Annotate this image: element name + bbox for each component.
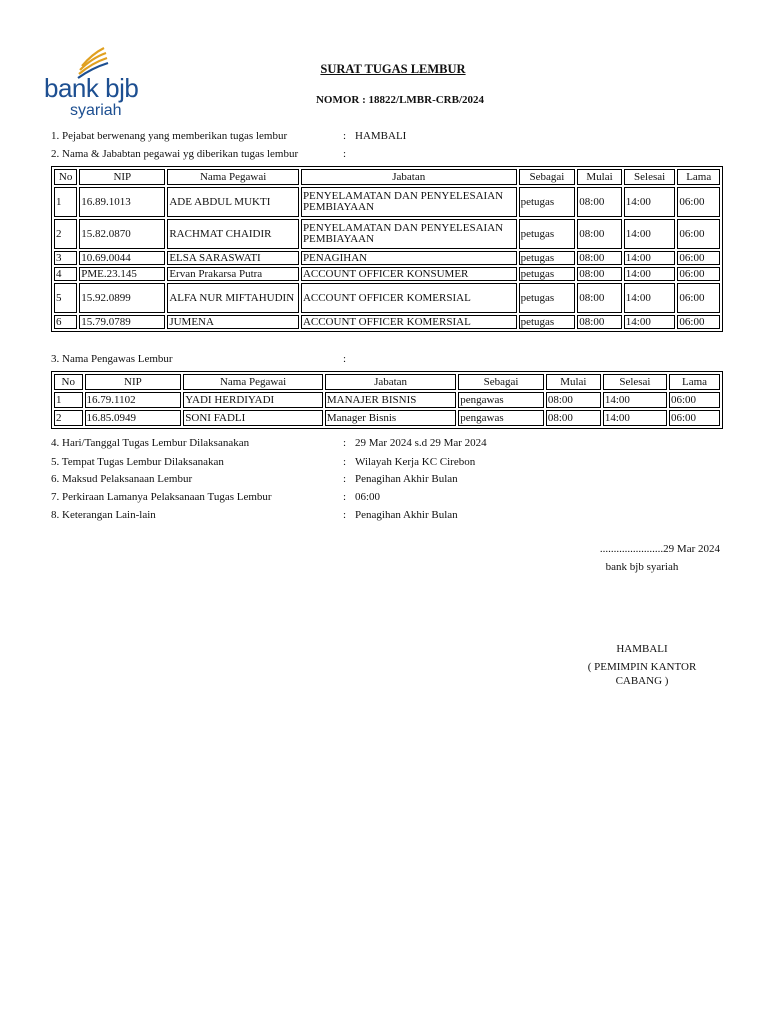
field-8-colon: : bbox=[343, 509, 347, 521]
cell-no: 4 bbox=[54, 267, 77, 281]
cell-lama: 06:00 bbox=[677, 219, 720, 249]
cell-nama: ELSA SARASWATI bbox=[167, 251, 299, 265]
cell-nama: Ervan Prakarsa Putra bbox=[167, 267, 299, 281]
cell-mulai: 08:00 bbox=[577, 187, 622, 217]
field-1-label: 1. Pejabat berwenang yang memberikan tugas lembur bbox=[51, 130, 288, 142]
table-row bbox=[54, 251, 720, 265]
cell-no: 5 bbox=[54, 283, 77, 313]
cell-jabatan: ACCOUNT OFFICER KOMERSIAL bbox=[301, 283, 517, 313]
field-3-colon: : bbox=[343, 353, 347, 365]
cell-jabatan: ACCOUNT OFFICER KONSUMER bbox=[301, 267, 517, 281]
cell-no: 1 bbox=[54, 187, 77, 217]
field-2-colon: : bbox=[343, 148, 347, 160]
column-header-nama: Nama Pegawai bbox=[183, 374, 323, 390]
document-number: NOMOR : 18822/LMBR-CRB/2024 bbox=[315, 94, 485, 106]
field-7-colon: : bbox=[343, 491, 347, 503]
cell-mulai: 08:00 bbox=[577, 283, 622, 313]
table-row bbox=[54, 410, 720, 426]
cell-mulai: 08:00 bbox=[546, 410, 601, 426]
pengawas-table bbox=[51, 371, 723, 429]
column-header-selesai: Selesai bbox=[624, 169, 676, 185]
column-header-no: No bbox=[54, 374, 83, 390]
field-4-label: 4. Hari/Tanggal Tugas Lembur Dilaksanakan bbox=[51, 437, 250, 449]
cell-nip: PME.23.145 bbox=[79, 267, 165, 281]
cell-no: 1 bbox=[54, 392, 83, 408]
field-5-label: 5. Tempat Tugas Lembur Dilaksanakan bbox=[51, 456, 224, 468]
cell-no: 3 bbox=[54, 251, 77, 265]
cell-no: 6 bbox=[54, 315, 77, 329]
column-header-jabatan: Jabatan bbox=[301, 169, 517, 185]
field-5-colon: : bbox=[343, 456, 347, 468]
table-row bbox=[54, 315, 720, 329]
cell-mulai: 08:00 bbox=[546, 392, 601, 408]
field-4-colon: : bbox=[343, 437, 347, 449]
cell-mulai: 08:00 bbox=[577, 315, 622, 329]
cell-sebagai: petugas bbox=[519, 187, 576, 217]
cell-nip: 10.69.0044 bbox=[79, 251, 165, 265]
field-2-label: 2. Nama & Jababtan pegawai yg diberikan tugas lembur bbox=[51, 148, 299, 160]
cell-sebagai: petugas bbox=[519, 251, 576, 265]
cell-sebagai: petugas bbox=[519, 283, 576, 313]
table-row bbox=[54, 283, 720, 313]
column-header-nip: NIP bbox=[85, 374, 182, 390]
cell-lama: 06:00 bbox=[677, 283, 720, 313]
cell-lama: 06:00 bbox=[669, 392, 720, 408]
signature-title: ( PEMIMPIN KANTOR CABANG ) bbox=[587, 661, 697, 687]
cell-nip: 16.89.1013 bbox=[79, 187, 165, 217]
cell-jabatan: ACCOUNT OFFICER KOMERSIAL bbox=[301, 315, 517, 329]
cell-selesai: 14:00 bbox=[603, 410, 667, 426]
column-header-jabatan: Jabatan bbox=[325, 374, 456, 390]
cell-sebagai: pengawas bbox=[458, 410, 544, 426]
table-row bbox=[54, 392, 720, 408]
cell-selesai: 14:00 bbox=[624, 283, 676, 313]
logo-sub: syariah bbox=[70, 102, 122, 119]
column-header-nip: NIP bbox=[79, 169, 165, 185]
column-header-mulai: Mulai bbox=[546, 374, 601, 390]
cell-jabatan: PENAGIHAN bbox=[301, 251, 517, 265]
cell-nip: 15.79.0789 bbox=[79, 315, 165, 329]
cell-nama: RACHMAT CHAIDIR bbox=[167, 219, 299, 249]
table-row bbox=[54, 219, 720, 249]
column-header-lama: Lama bbox=[669, 374, 720, 390]
cell-sebagai: petugas bbox=[519, 267, 576, 281]
column-header-sebagai: Sebagai bbox=[519, 169, 576, 185]
cell-lama: 06:00 bbox=[677, 315, 720, 329]
column-header-nama: Nama Pegawai bbox=[167, 169, 299, 185]
cell-nama: SONI FADLI bbox=[183, 410, 323, 426]
cell-selesai: 14:00 bbox=[624, 267, 676, 281]
cell-jabatan: PENYELAMATAN DAN PENYELESAIAN PEMBIAYAAN bbox=[301, 187, 517, 217]
cell-jabatan: PENYELAMATAN DAN PENYELESAIAN PEMBIAYAAN bbox=[301, 219, 517, 249]
cell-jabatan: MANAJER BISNIS bbox=[325, 392, 456, 408]
cell-sebagai: petugas bbox=[519, 219, 576, 249]
column-header-selesai: Selesai bbox=[603, 374, 667, 390]
field-3-label: 3. Nama Pengawas Lembur bbox=[51, 353, 173, 365]
field-6-colon: : bbox=[343, 473, 347, 485]
signature-name: HAMBALI bbox=[616, 643, 668, 655]
field-7-value: 06:00 bbox=[355, 491, 381, 503]
field-1-colon: : bbox=[343, 130, 347, 142]
field-7-label: 7. Perkiraan Lamanya Pelaksanaan Tugas Lembur bbox=[51, 491, 272, 503]
table-header-row bbox=[54, 169, 720, 185]
cell-nip: 16.79.1102 bbox=[85, 392, 182, 408]
cell-sebagai: pengawas bbox=[458, 392, 544, 408]
cell-mulai: 08:00 bbox=[577, 219, 622, 249]
cell-mulai: 08:00 bbox=[577, 251, 622, 265]
cell-selesai: 14:00 bbox=[624, 219, 676, 249]
logo-brand: bank bjb bbox=[44, 73, 139, 103]
cell-nip: 15.82.0870 bbox=[79, 219, 165, 249]
table-header-row bbox=[54, 374, 720, 390]
field-6-label: 6. Maksud Pelaksanaan Lembur bbox=[51, 473, 193, 485]
column-header-lama: Lama bbox=[677, 169, 720, 185]
column-header-mulai: Mulai bbox=[577, 169, 622, 185]
cell-nama: JUMENA bbox=[167, 315, 299, 329]
cell-nama: YADI HERDIYADI bbox=[183, 392, 323, 408]
cell-selesai: 14:00 bbox=[603, 392, 667, 408]
signature-bank: bank bjb syariah bbox=[605, 561, 679, 573]
cell-no: 2 bbox=[54, 219, 77, 249]
cell-selesai: 14:00 bbox=[624, 187, 676, 217]
column-header-sebagai: Sebagai bbox=[458, 374, 544, 390]
field-6-value: Penagihan Akhir Bulan bbox=[355, 473, 458, 485]
column-header-no: No bbox=[54, 169, 77, 185]
cell-selesai: 14:00 bbox=[624, 251, 676, 265]
pegawai-table bbox=[51, 166, 723, 332]
cell-lama: 06:00 bbox=[677, 251, 720, 265]
field-8-label: 8. Keterangan Lain-lain bbox=[51, 509, 156, 521]
cell-nip: 16.85.0949 bbox=[85, 410, 182, 426]
table-row bbox=[54, 267, 720, 281]
document-title: SURAT TUGAS LEMBUR bbox=[320, 62, 466, 76]
cell-nama: ALFA NUR MIFTAHUDIN bbox=[167, 283, 299, 313]
cell-jabatan: Manager Bisnis bbox=[325, 410, 456, 426]
cell-sebagai: petugas bbox=[519, 315, 576, 329]
field-5-value: Wilayah Kerja KC Cirebon bbox=[355, 456, 476, 468]
cell-mulai: 08:00 bbox=[577, 267, 622, 281]
cell-nama: ADE ABDUL MUKTI bbox=[167, 187, 299, 217]
field-4-value: 29 Mar 2024 s.d 29 Mar 2024 bbox=[355, 437, 487, 449]
cell-lama: 06:00 bbox=[677, 187, 720, 217]
cell-nip: 15.92.0899 bbox=[79, 283, 165, 313]
field-1-value: HAMBALI bbox=[355, 130, 407, 142]
signature-date: .......................29 Mar 2024 bbox=[599, 543, 720, 555]
cell-lama: 06:00 bbox=[677, 267, 720, 281]
cell-lama: 06:00 bbox=[669, 410, 720, 426]
field-8-value: Penagihan Akhir Bulan bbox=[355, 509, 458, 521]
cell-no: 2 bbox=[54, 410, 83, 426]
table-row bbox=[54, 187, 720, 217]
cell-selesai: 14:00 bbox=[624, 315, 676, 329]
